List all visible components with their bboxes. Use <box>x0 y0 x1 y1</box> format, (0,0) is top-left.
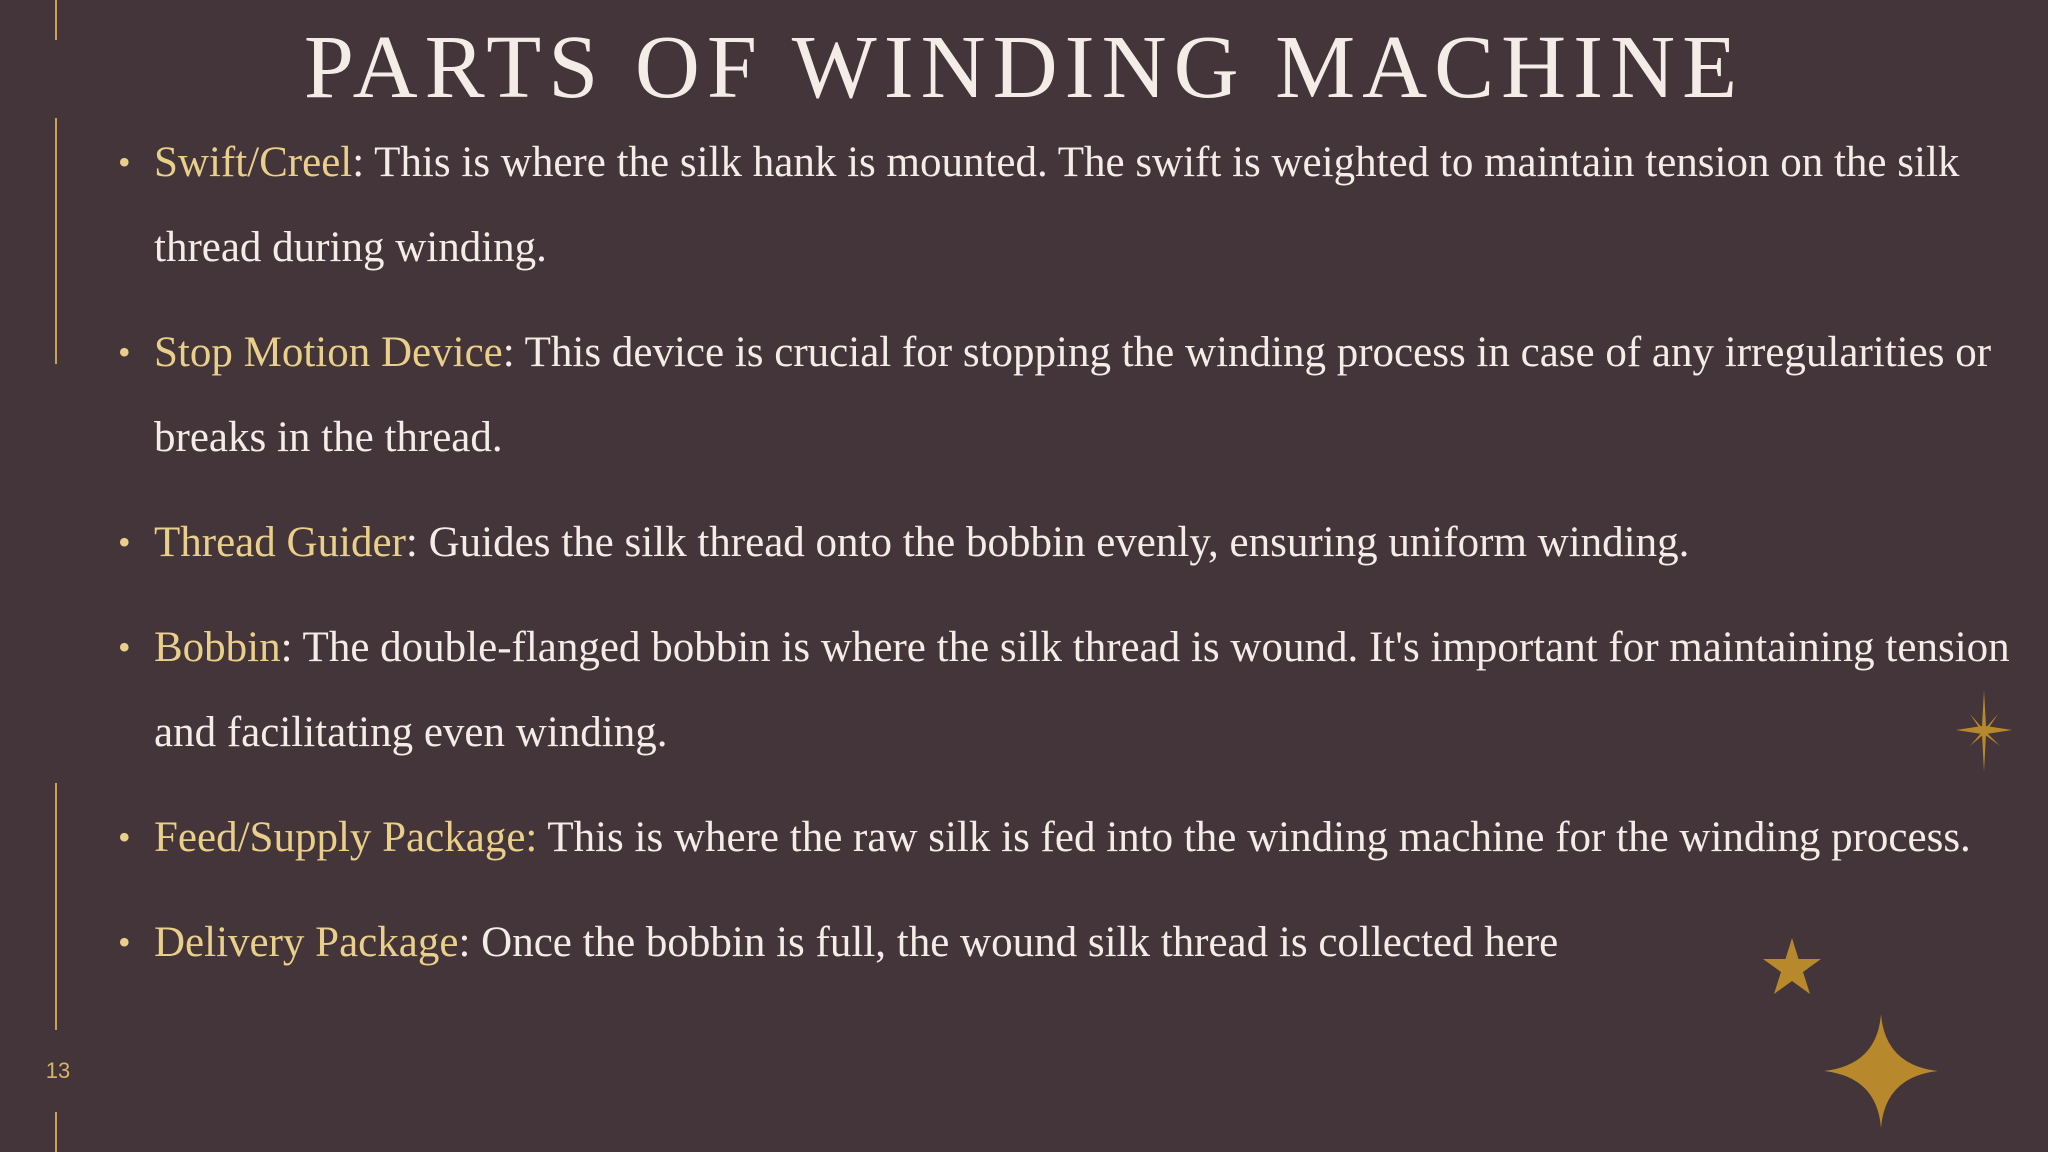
part-description: : This device is crucial for stopping the winding process in case of any irregularities or breaks in the thread. <box>154 329 1992 461</box>
bullet-dot-icon: • <box>118 142 131 182</box>
slide-title: PARTS OF WINDING MACHINE <box>303 18 1745 117</box>
part-term: Delivery Package <box>154 919 459 966</box>
part-term: Swift/Creel <box>154 139 353 186</box>
bullet-dot-icon: • <box>118 627 131 667</box>
left-rail-middle-line <box>55 118 57 364</box>
five-point-star-icon <box>1762 938 1822 996</box>
part-term: Stop Motion Device <box>154 329 503 376</box>
list-item <box>108 120 2016 290</box>
list-item <box>108 795 2016 880</box>
list-item <box>108 310 2016 480</box>
four-point-star-icon <box>1824 1014 1938 1128</box>
part-description: : The double-flanged bobbin is where the silk thread is wound. It's important for maintaining tension and facilitating even winding. <box>154 624 2010 756</box>
part-description: This is where the raw silk is fed into the winding machine for the winding process. <box>537 814 1971 861</box>
part-description: : This is where the silk hank is mounted. The swift is weighted to maintain tension on the silk thread during winding. <box>154 139 1960 271</box>
part-term: Thread Guider <box>154 519 406 566</box>
bullet-dot-icon: • <box>118 332 131 372</box>
list-item <box>108 500 2016 585</box>
bullet-dot-icon: • <box>118 817 131 857</box>
part-term: Feed/Supply Package: <box>154 814 538 861</box>
part-term: Bobbin <box>154 624 281 671</box>
left-rail-bottom-line <box>55 1112 57 1152</box>
bullet-dot-icon: • <box>118 922 131 962</box>
list-item <box>108 605 2016 775</box>
left-rail-lower-line <box>55 783 57 1030</box>
bullet-dot-icon: • <box>118 522 131 562</box>
part-description: : Once the bobbin is full, the wound silk thread is collected here <box>458 919 1559 966</box>
page-number: 13 <box>45 1058 71 1083</box>
part-description: : Guides the silk thread onto the bobbin evenly, ensuring uniform winding. <box>405 519 1690 566</box>
parts-list <box>108 120 2016 1005</box>
sparkle-star-icon <box>1956 690 2012 772</box>
list-item <box>108 900 2016 985</box>
